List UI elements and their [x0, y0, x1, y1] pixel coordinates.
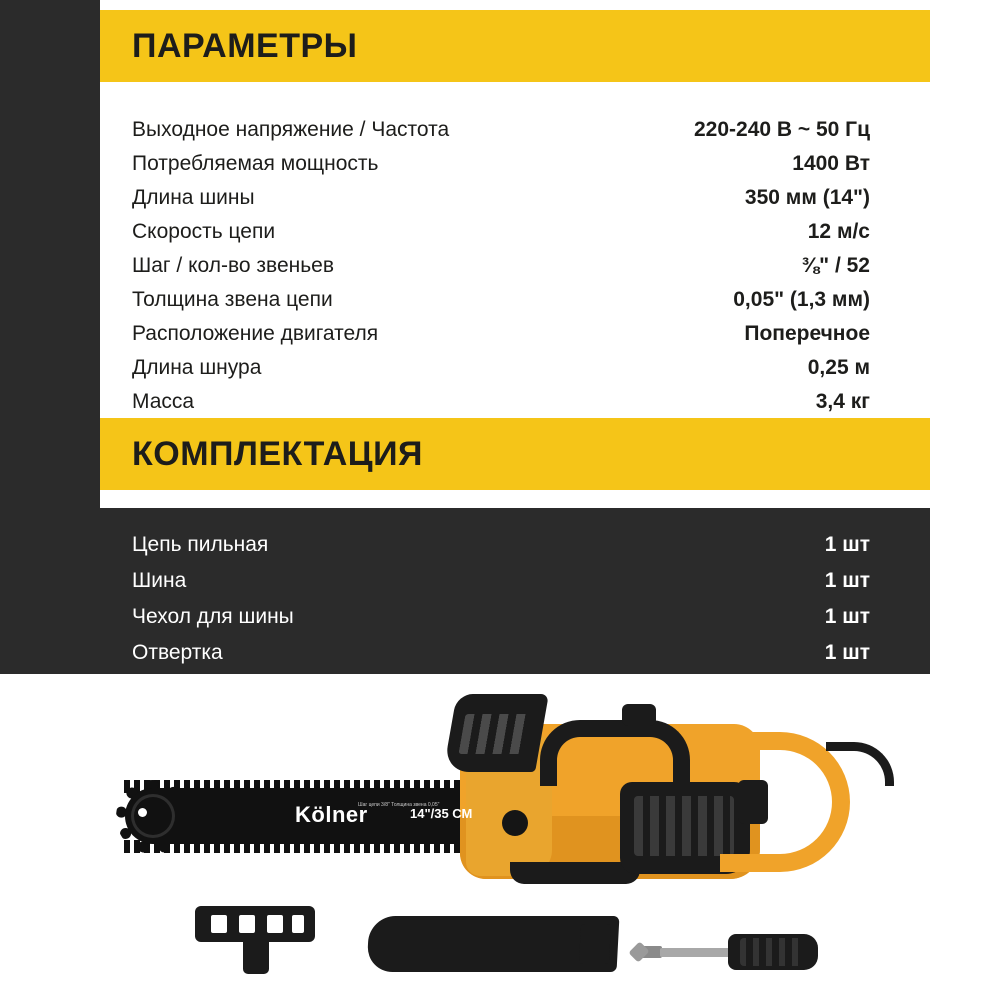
product-photo-area	[0, 674, 1000, 1000]
left-rail-kit	[0, 508, 100, 674]
wrench-slot	[292, 915, 304, 933]
spec-value: ⅜" / 52	[801, 253, 870, 277]
parameters-title: ПАРАМЕТРЫ	[132, 26, 358, 65]
parameters-table	[100, 90, 930, 418]
front-foot	[510, 862, 640, 884]
top-handle	[540, 720, 690, 786]
guide-bar-hole	[138, 808, 147, 817]
bar-size-label: 14"/35 СМ	[410, 806, 473, 821]
spec-label: Масса	[132, 389, 195, 413]
motor-vents	[634, 796, 734, 856]
wrench-slot	[267, 915, 283, 933]
spec-label: Скорость цепи	[132, 219, 276, 243]
kit-label: Чехол для шины	[132, 604, 294, 628]
table-row	[132, 562, 870, 598]
spec-label: Шаг / кол-во звеньев	[132, 253, 335, 277]
left-rail-params	[0, 90, 100, 418]
spec-value: 12 м/с	[807, 219, 870, 243]
accessory-screwdriver	[640, 926, 820, 978]
table-row	[132, 634, 870, 670]
table-row	[132, 384, 870, 418]
screwdriver-grip	[740, 938, 802, 966]
kit-label: Отвертка	[132, 640, 223, 664]
cover-nut	[502, 810, 528, 836]
kit-label: Шина	[132, 568, 187, 592]
power-cord	[826, 742, 894, 786]
oil-cap	[622, 704, 656, 726]
screwdriver-shaft	[660, 948, 732, 957]
table-row	[132, 598, 870, 634]
spec-label: Толщина звена цепи	[132, 287, 333, 311]
spec-value: 3,4 кг	[815, 389, 870, 413]
spec-label: Потребляемая мощность	[132, 151, 379, 175]
spec-label: Выходное напряжение / Частота	[132, 117, 450, 141]
wrench-stem	[243, 936, 269, 974]
table-row	[132, 248, 870, 282]
spec-value: 1400 Вт	[792, 151, 870, 175]
brand-logo: Kölner	[295, 802, 368, 827]
left-rail-top	[0, 0, 100, 90]
chainsaw-illustration	[110, 684, 900, 899]
table-row	[132, 282, 870, 316]
kit-value: 1 шт	[824, 640, 870, 664]
kit-value: 1 шт	[824, 568, 870, 592]
kit-section-header	[100, 418, 930, 490]
trigger	[738, 780, 768, 824]
kit-label: Цепь пильная	[132, 532, 269, 556]
accessory-bar-cover	[367, 916, 620, 972]
parameters-section-header	[100, 10, 930, 82]
table-row	[132, 214, 870, 248]
table-row	[132, 112, 870, 146]
spec-value: 220-240 В ~ 50 Гц	[693, 117, 870, 141]
kit-table	[100, 508, 930, 674]
table-row	[132, 180, 870, 214]
left-rail-kit-header	[0, 418, 100, 508]
bar-microtext: Шаг цепи 3/8" Толщина звена 0,05"	[358, 802, 440, 808]
table-row	[132, 526, 870, 562]
table-row	[132, 350, 870, 384]
spec-label: Расположение двигателя	[132, 321, 379, 345]
wrench-slot	[211, 915, 227, 933]
accessory-wrench	[195, 906, 315, 974]
hand-guard-ribs	[458, 714, 531, 754]
spec-value: 350 мм (14")	[744, 185, 870, 209]
spec-label: Длина шины	[132, 185, 255, 209]
spec-label: Длина шнура	[132, 355, 262, 379]
spec-value: 0,05" (1,3 мм)	[733, 287, 870, 311]
spec-value: 0,25 м	[807, 355, 870, 379]
kit-value: 1 шт	[824, 532, 870, 556]
spec-value: Поперечное	[744, 321, 870, 345]
screwdriver-tip	[640, 946, 662, 958]
wrench-slot	[239, 915, 255, 933]
kit-title: КОМПЛЕКТАЦИЯ	[132, 434, 423, 473]
kit-value: 1 шт	[824, 604, 870, 628]
table-row	[132, 146, 870, 180]
table-row	[132, 316, 870, 350]
